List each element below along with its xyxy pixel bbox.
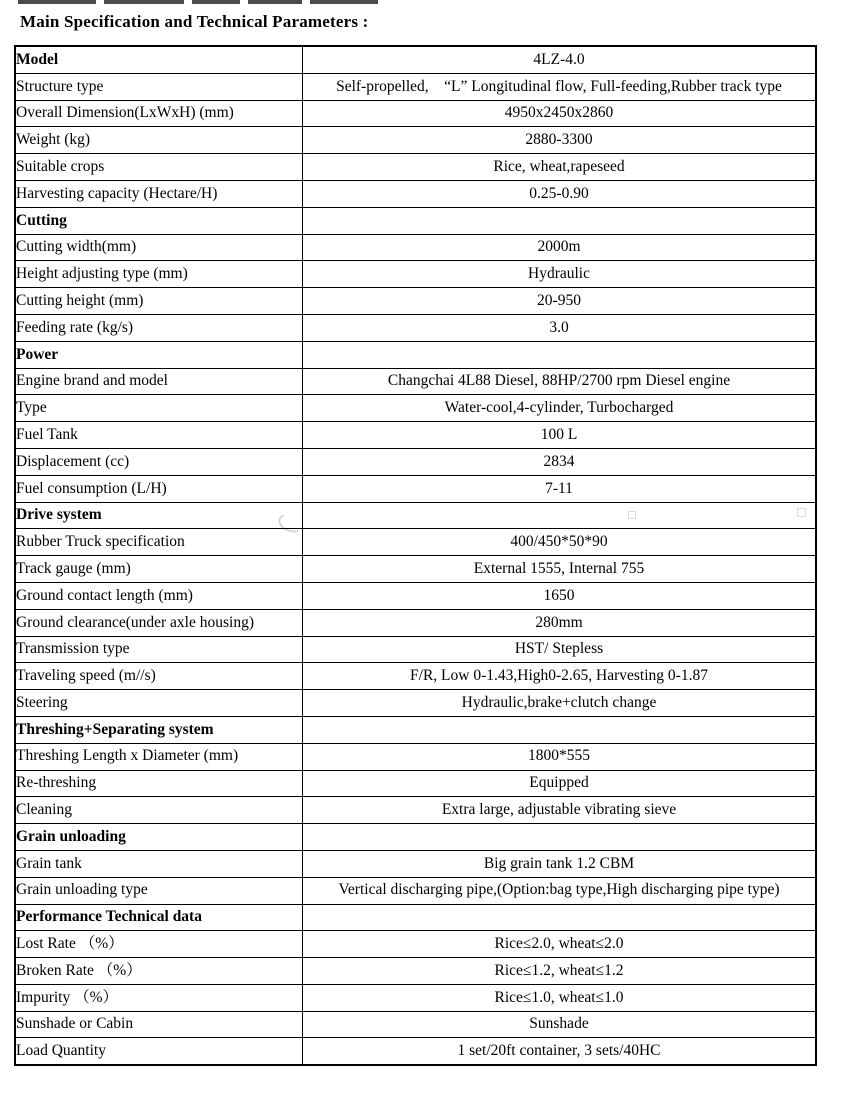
cropped-text-fragment — [310, 0, 378, 4]
param-label: Feeding rate (kg/s) — [15, 314, 303, 341]
param-label: Cutting width(mm) — [15, 234, 303, 261]
param-label: Weight (kg) — [15, 127, 303, 154]
param-value: HST/ Stepless — [303, 636, 817, 663]
param-label: Threshing+Separating system — [15, 716, 303, 743]
param-value: 2880-3300 — [303, 127, 817, 154]
table-row — [15, 931, 816, 958]
param-value: Big grain tank 1.2 CBM — [303, 850, 817, 877]
param-label: Engine brand and model — [15, 368, 303, 395]
table-row — [15, 609, 816, 636]
param-value: 1 set/20ft container, 3 sets/40HC — [303, 1038, 817, 1065]
param-value: Water-cool,4-cylinder, Turbocharged — [303, 395, 817, 422]
param-value: 7-11 — [303, 475, 817, 502]
table-row — [15, 529, 816, 556]
param-value: 100 L — [303, 422, 817, 449]
table-row — [15, 582, 816, 609]
param-label: Harvesting capacity (Hectare/H) — [15, 180, 303, 207]
table-row — [15, 73, 816, 100]
param-value: Hydraulic,brake+clutch change — [303, 690, 817, 717]
cropped-text-fragment — [248, 0, 302, 4]
param-value: 2834 — [303, 448, 817, 475]
param-value: 20-950 — [303, 288, 817, 315]
param-value: 4950x2450x2860 — [303, 100, 817, 127]
param-label: Rubber Truck specification — [15, 529, 303, 556]
table-row — [15, 422, 816, 449]
table-row — [15, 154, 816, 181]
param-label: Steering — [15, 690, 303, 717]
param-value — [303, 207, 817, 234]
spec-table — [14, 45, 817, 1066]
watermark-artifact — [797, 508, 806, 517]
table-row — [15, 877, 816, 904]
table-row — [15, 448, 816, 475]
param-value: Sunshade — [303, 1011, 817, 1038]
param-label: Grain tank — [15, 850, 303, 877]
param-value: Rice≤2.0, wheat≤2.0 — [303, 931, 817, 958]
param-label: Grain unloading type — [15, 877, 303, 904]
param-label: Lost Rate （%） — [15, 931, 303, 958]
cropped-text-fragment — [192, 0, 240, 4]
table-row — [15, 261, 816, 288]
param-value: 2000m — [303, 234, 817, 261]
param-label: Power — [15, 341, 303, 368]
param-value: External 1555, Internal 755 — [303, 556, 817, 583]
section-row — [15, 824, 816, 851]
param-label: Cutting height (mm) — [15, 288, 303, 315]
param-label: Cutting — [15, 207, 303, 234]
table-row — [15, 690, 816, 717]
table-row — [15, 1038, 816, 1065]
param-value: 1800*555 — [303, 743, 817, 770]
table-row — [15, 556, 816, 583]
table-row — [15, 395, 816, 422]
param-value: 1650 — [303, 582, 817, 609]
param-label: Traveling speed (m//s) — [15, 663, 303, 690]
param-label: Track gauge (mm) — [15, 556, 303, 583]
param-value: Self-propelled, “L” Longitudinal flow, Full-feeding,Rubber track type — [303, 73, 817, 100]
param-label: Broken Rate （%） — [15, 958, 303, 985]
param-value: Vertical discharging pipe,(Option:bag type,High discharging pipe type) — [303, 877, 817, 904]
param-label: Threshing Length x Diameter (mm) — [15, 743, 303, 770]
param-value: 280mm — [303, 609, 817, 636]
param-label: Suitable crops — [15, 154, 303, 181]
param-label: Ground clearance(under axle housing) — [15, 609, 303, 636]
table-row — [15, 743, 816, 770]
param-label: Structure type — [15, 73, 303, 100]
cropped-text-fragment — [18, 0, 96, 4]
table-row — [15, 288, 816, 315]
table-row — [15, 984, 816, 1011]
table-row — [15, 180, 816, 207]
param-label: Cleaning — [15, 797, 303, 824]
param-label: Impurity （%） — [15, 984, 303, 1011]
param-value — [303, 502, 817, 529]
param-value: Hydraulic — [303, 261, 817, 288]
param-value: Extra large, adjustable vibrating sieve — [303, 797, 817, 824]
param-label: Performance Technical data — [15, 904, 303, 931]
param-value — [303, 824, 817, 851]
param-label: Overall Dimension(LxWxH) (mm) — [15, 100, 303, 127]
param-value: Changchai 4L88 Diesel, 88HP/2700 rpm Diesel engine — [303, 368, 817, 395]
table-row — [15, 314, 816, 341]
param-value — [303, 904, 817, 931]
section-row — [15, 904, 816, 931]
param-label: Re-threshing — [15, 770, 303, 797]
param-value: Rice≤1.0, wheat≤1.0 — [303, 984, 817, 1011]
param-label: Load Quantity — [15, 1038, 303, 1065]
table-row — [15, 1011, 816, 1038]
param-label: Fuel consumption (L/H) — [15, 475, 303, 502]
table-row — [15, 475, 816, 502]
param-value: 0.25-0.90 — [303, 180, 817, 207]
table-row — [15, 100, 816, 127]
table-row — [15, 958, 816, 985]
table-row — [15, 127, 816, 154]
param-label: Height adjusting type (mm) — [15, 261, 303, 288]
table-row — [15, 797, 816, 824]
spec-table-body — [15, 46, 816, 1065]
param-value — [303, 341, 817, 368]
param-value: 3.0 — [303, 314, 817, 341]
table-row — [15, 368, 816, 395]
param-label: Fuel Tank — [15, 422, 303, 449]
table-row — [15, 850, 816, 877]
param-label: Displacement (cc) — [15, 448, 303, 475]
param-label: Ground contact length (mm) — [15, 582, 303, 609]
section-row — [15, 207, 816, 234]
param-label: Grain unloading — [15, 824, 303, 851]
page-title: Main Specification and Technical Parameters : — [20, 12, 369, 31]
param-label: Model — [15, 46, 303, 73]
table-row — [15, 234, 816, 261]
param-label: Drive system — [15, 502, 303, 529]
table-row — [15, 46, 816, 73]
param-label: Transmission type — [15, 636, 303, 663]
param-value: F/R, Low 0-1.43,High0-2.65, Harvesting 0-1.87 — [303, 663, 817, 690]
param-label: Sunshade or Cabin — [15, 1011, 303, 1038]
section-row — [15, 502, 816, 529]
section-row — [15, 716, 816, 743]
table-row — [15, 663, 816, 690]
table-row — [15, 636, 816, 663]
watermark-artifact — [628, 511, 636, 519]
section-row — [15, 341, 816, 368]
param-value: 4LZ-4.0 — [303, 46, 817, 73]
cropped-text-fragment — [104, 0, 184, 4]
param-value: Equipped — [303, 770, 817, 797]
param-value: 400/450*50*90 — [303, 529, 817, 556]
param-value — [303, 716, 817, 743]
param-value: Rice≤1.2, wheat≤1.2 — [303, 958, 817, 985]
param-label: Type — [15, 395, 303, 422]
table-row — [15, 770, 816, 797]
param-value: Rice, wheat,rapeseed — [303, 154, 817, 181]
